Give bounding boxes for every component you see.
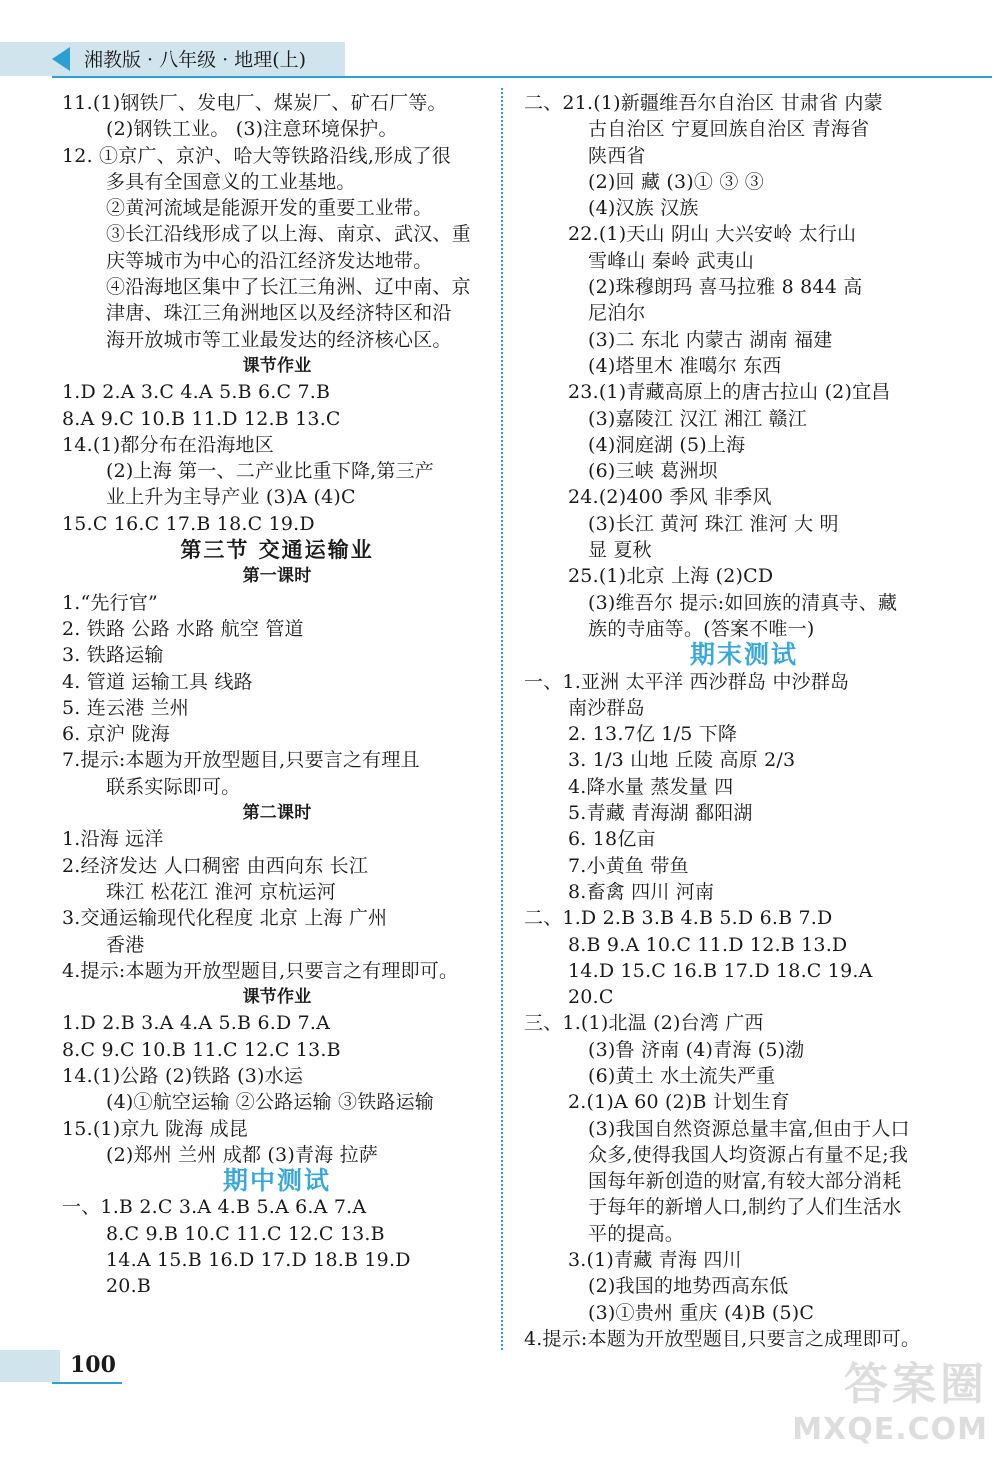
answer-line: 2.经济发达 人口稠密 由西向东 长江	[62, 854, 369, 877]
answer-line: 联系实际即可。	[106, 775, 241, 798]
answer-line: 20.C	[568, 986, 614, 1009]
answer-line: (4)洞庭湖 (5)上海	[588, 433, 746, 456]
page-number: 100	[70, 1352, 116, 1378]
answer-line: 陕西省	[588, 144, 646, 167]
answer-line: 2.(1)A 60 (2)B 计划生育	[568, 1091, 790, 1114]
answer-line: 14.A 15.B 16.D 17.D 18.B 19.D	[106, 1249, 411, 1272]
answer-line: 于每年的新增人口,制约了人们生活水	[588, 1196, 902, 1219]
answer-line: 国每年新创造的财富,有较大部分消耗	[588, 1170, 902, 1193]
answer-line: 7.小黄鱼 带鱼	[568, 854, 689, 877]
answer-line: 8.A 9.C 10.B 11.D 12.B 13.C	[62, 407, 341, 430]
answer-line: 显 夏秋	[588, 539, 652, 562]
sub-heading: 课节作业	[242, 987, 312, 1008]
answer-line: 15.(1)京九 陇海 成昆	[62, 1117, 249, 1140]
answer-line: 5.青藏 青海湖 鄱阳湖	[568, 802, 753, 825]
answer-line: ④沿海地区集中了长江三角洲、辽中南、京	[106, 276, 471, 299]
watermark-url: MXQE.COM	[792, 1412, 988, 1447]
answer-line: 3. 铁路运输	[62, 644, 164, 667]
sub-heading: 第一课时	[242, 566, 312, 587]
footer-band	[0, 1350, 60, 1382]
answer-line: ②黄河流域是能源开发的重要工业带。	[106, 197, 433, 220]
answer-line: (3)维吾尔 提示:如回族的清真寺、藏	[588, 591, 898, 614]
section-heading: 第三节 交通运输业	[180, 537, 374, 563]
answer-line: 三、1.(1)北温 (2)台湾 广西	[524, 1012, 764, 1035]
answer-line: 8.C 9.B 10.C 11.C 12.C 13.B	[106, 1222, 385, 1245]
answer-line: 25.(1)北京 上海 (2)CD	[568, 565, 774, 588]
answer-line: 8.畜禽 四川 河南	[568, 880, 715, 903]
answer-line: (3)嘉陵江 汉江 湘江 赣江	[588, 407, 808, 430]
answer-line: (2)回 藏 (3)① ③ ③	[588, 170, 764, 193]
answer-line: 香港	[106, 933, 145, 956]
answer-line: 1.沿海 远洋	[62, 828, 164, 851]
left-column	[62, 90, 492, 1300]
answer-line: 4. 管道 运输工具 线路	[62, 670, 253, 693]
answer-line: (3)长江 黄河 珠江 淮河 大 明	[588, 512, 839, 535]
answer-line: ③长江沿线形成了以上海、南京、武汉、重	[106, 223, 471, 246]
answer-line: 多具有全国意义的工业基地。	[106, 170, 356, 193]
answer-line: (4)塔里木 准噶尔 东西	[588, 354, 782, 377]
answer-line: 古自治区 宁夏回族自治区 青海省	[588, 118, 870, 141]
answer-line: 尼泊尔	[588, 302, 646, 325]
answer-line: 一、1.B 2.C 3.A 4.B 5.A 6.A 7.A	[62, 1196, 367, 1219]
answer-line: 6. 京沪 陇海	[62, 723, 170, 746]
answer-line: 6. 18亿亩	[568, 828, 656, 851]
answer-line: 珠江 松花江 淮河 京杭运河	[106, 880, 336, 903]
answer-line: 雪峰山 秦岭 武夷山	[588, 249, 755, 272]
answer-line: 津唐、珠江三角洲地区以及经济特区和沿	[106, 302, 452, 325]
answer-line: 14.(1)都分布在沿海地区	[62, 433, 274, 456]
answer-line: 4.提示:本题为开放型题目,只要言之成理即可。	[524, 1327, 921, 1350]
answer-line: 4.降水量 蒸发量 四	[568, 775, 734, 798]
answer-line: 平的提高。	[588, 1222, 685, 1245]
answer-line: (3)①贵州 重庆 (4)B (5)C	[588, 1301, 815, 1324]
answer-line: (4)汉族 汉族	[588, 197, 699, 220]
answer-line: 众多,使得我国人均资源占有量不足;我	[588, 1143, 909, 1166]
header-arrow-icon	[52, 47, 70, 71]
answer-line: (2)我国的地势西高东低	[588, 1275, 789, 1298]
answer-line: 15.C 16.C 17.B 18.C 19.D	[62, 512, 315, 535]
answer-line: 1.“先行官”	[62, 591, 158, 614]
answer-line: 11.(1)钢铁厂、发电厂、煤炭厂、矿石厂等。	[62, 92, 447, 114]
watermark	[792, 1348, 988, 1447]
sub-heading: 第二课时	[242, 803, 312, 824]
answer-line: 海开放城市等工业最发达的经济核心区。	[106, 328, 452, 351]
answer-line: 2. 铁路 公路 水路 航空 管道	[62, 617, 304, 640]
book-title: 湘教版 · 八年级 · 地理(上)	[84, 49, 307, 71]
answer-line: 8.B 9.A 10.C 11.D 12.B 13.D	[568, 933, 848, 956]
answer-line: (3)二 东北 内蒙古 湖南 福建	[588, 328, 833, 351]
answer-line: 一、1.亚洲 太平洋 西沙群岛 中沙群岛	[524, 670, 850, 693]
answer-line: 24.(2)400 季风 非季风	[568, 486, 772, 509]
answer-line: 二、21.(1)新疆维吾尔自治区 甘肃省 内蒙	[524, 92, 883, 114]
answer-line: 7.提示:本题为开放型题目,只要言之有理且	[62, 749, 420, 772]
footer-rule	[52, 1382, 122, 1384]
answer-line: (6)黄土 水土流失严重	[588, 1064, 776, 1087]
answer-line: 南沙群岛	[568, 696, 645, 719]
answer-line: 1.D 2.B 3.A 4.A 5.B 6.D 7.A	[62, 1012, 331, 1035]
answer-line: (2)上海 第一、二产业比重下降,第三产	[106, 460, 434, 483]
answer-line: (4)①航空运输 ②公路运输 ③铁路运输	[106, 1091, 434, 1114]
answer-line: 业上升为主导产业 (3)A (4)C	[106, 486, 356, 509]
answer-line: 3. 1/3 山地 丘陵 高原 2/3	[568, 749, 796, 772]
answer-line: 2. 13.7亿 1/5 下降	[568, 723, 738, 746]
answer-line: 12. ①京广、京沪、哈大等铁路沿线,形成了很	[62, 144, 451, 167]
answer-line: (3)鲁 济南 (4)青海 (5)渤	[588, 1038, 805, 1061]
watermark-logo-text: 答案圈	[844, 1359, 988, 1410]
answer-line: (2)珠穆朗玛 喜马拉雅 8 844 高	[588, 276, 863, 299]
column-divider	[501, 88, 503, 1350]
test-heading: 期中测试	[222, 1166, 331, 1196]
answer-line: 3.交通运输现代化程度 北京 上海 广州	[62, 907, 388, 930]
answer-line: 1.D 2.A 3.C 4.A 5.B 6.C 7.B	[62, 381, 331, 404]
answer-line: 3.(1)青藏 青海 四川	[568, 1249, 742, 1272]
answer-line: (2)钢铁工业。 (3)注意环境保护。	[106, 118, 398, 141]
answer-line: 庆等城市为中心的沿江经济发达地带。	[106, 249, 433, 272]
answer-line: 族的寺庙等。(答案不唯一)	[588, 617, 815, 640]
answer-line: 5. 连云港 兰州	[62, 696, 190, 719]
answer-line: 20.B	[106, 1275, 151, 1298]
answer-line: 4.提示:本题为开放型题目,只要言之有理即可。	[62, 959, 459, 982]
test-heading: 期末测试	[689, 640, 798, 670]
header-rule	[52, 76, 992, 78]
answer-line: 二、1.D 2.B 3.B 4.B 5.D 6.B 7.D	[524, 907, 833, 930]
answer-line: 23.(1)青藏高原上的唐古拉山 (2)宜昌	[568, 381, 891, 404]
answer-line: 8.C 9.C 10.B 11.C 12.C 13.B	[62, 1038, 341, 1061]
answer-line: (2)郑州 兰州 成都 (3)青海 拉萨	[106, 1143, 378, 1166]
answer-line: (6)三峡 葛洲坝	[588, 460, 718, 483]
answer-line: 14.(1)公路 (2)铁路 (3)水运	[62, 1064, 304, 1087]
sub-heading: 课节作业	[242, 355, 312, 376]
right-column	[524, 90, 964, 1352]
answer-line: 14.D 15.C 16.B 17.D 18.C 19.A	[568, 959, 873, 982]
answer-line: (3)我国自然资源总量丰富,但由于人口	[588, 1117, 910, 1140]
answer-line: 22.(1)天山 阴山 大兴安岭 太行山	[568, 223, 857, 246]
